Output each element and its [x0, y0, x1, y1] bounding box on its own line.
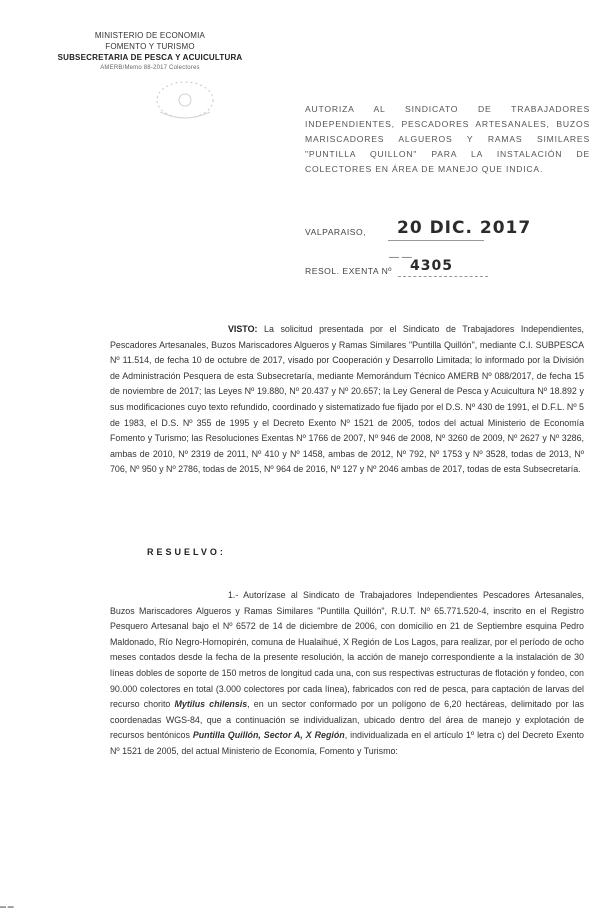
resolution-label: RESOL. EXENTA Nº [305, 266, 392, 276]
ministry-name: MINISTERIO DE ECONOMIA [94, 31, 206, 40]
resolution-number-line [398, 276, 488, 278]
species-name: Mytilus chilensis [174, 699, 248, 710]
resolution-subject: AUTORIZA AL SINDICATO DE TRABAJADORES INDEPENDIENTES, PESCADORES ARTESANALES, BUZOS MARISCADORES ALGUEROS Y RAMAS SIMILARES "PUNTILLA QUILLON" PARA LA INSTALACIÓN DE COLECTORES EN ÁREA DE MANEJO QUE INDICA. [305, 104, 590, 174]
resolution-number: 4305 [410, 258, 453, 274]
visto-label: VISTO: [228, 324, 258, 334]
article-1-text: 1.- Autorízase al Sindicato de Trabajadores Independientes Pescadores Artesanales, Buzos Mariscadores Algueros y Ramas Similares "Puntilla Quillón", R.U.T. Nº 65.771.520-4, inscrito en el Registro Pesquero Artesanal bajo el Nº 6572 de 14 de diciembre de 2006, con domicilio en 21 de Septiembre esquina Pedro Maldonado, Río Negro-Hornopirén, comuna de Hualaihué, X Región de Los Lagos, para realizar, por el período de ocho meses contados desde la fecha de la presente resolución, la acción de manejo correspondiente a la instalación de 30 líneas dobles de soporte de 150 metros de longitud cada una, con sus respectivas estructuras de flotación y fondeo, con 90.000 colectores en total (3.000 colectores por cada línea), fabricados con red de pesca, para captación de larvas del recurso chorito [110, 590, 584, 710]
ministry-subname: FOMENTO Y TURISMO [105, 42, 195, 51]
reference-code: AMERB/Memo 88-2017 Colectores [100, 65, 200, 71]
visto-paragraph [110, 322, 584, 478]
article-1-text-2: , en un sector conformado por un polígono de 6,20 hectáreas, delimitado por las coordenadas WGS-84, que a continuación se individualizan, ubicado dentro del área de manejo y explotación de recursos bentónicos [110, 699, 584, 741]
page-edge-mark: ▬ ▬ [0, 904, 14, 910]
area-name: Puntilla Quillón, Sector A, X Región [192, 730, 345, 741]
resolution-date: 20 DIC. 2017 [397, 218, 532, 238]
subsecretaria-name: SUBSECRETARIA DE PESCA Y ACUICULTURA [57, 53, 243, 62]
date-underline [388, 240, 484, 241]
article-1-paragraph [110, 588, 584, 760]
date-dash: — — [389, 252, 412, 263]
visto-text: La solicitud presentada por el Sindicato de Trabajadores Independientes, Pescadores Artesanales, Buzos Mariscadores Algueros y Ramas Similares "Puntilla Quillón", mediante C.I. SUBPESCA Nº 11.514, de fecha 10 de octubre de 2017, visado por Cooperación y Desarrollo Limitada; lo informado por la División de Administración Pesquera de esta Subsecretaría, mediante Memorándum Técnico AMERB Nº 088/2017, de fecha 15 de noviembre de 2017; las Leyes Nº 19.880, Nº 20.437 y Nº 20.657; la Ley General de Pesca y Acuicultura Nº 18.892 y sus modificaciones cuyo texto refundido, coordinado y sistematizado fue fijado por el D.S. Nº 430 de 1991, el D.F.L. Nº 5 de 1983, el D.S. Nº 355 de 1995 y el Decreto Exento Nº 1521 de 2005, todos del actual Ministerio de Economía Fomento y Turismo; las Resoluciones Exentas Nº 1766 de 2007, Nº 946 de 2008, Nº 3260 de 2009, Nº 2627 y Nº 3286, ambas de 2010, Nº 2319 de 2011, Nº 410 y Nº 1458, ambas de 2012, Nº 792, Nº 1753 y Nº 3528, todas de 2013, Nº 706, Nº 950 y Nº 2786, todas de 2015, Nº 964 de 2016, Nº 127 y Nº 2046 ambas de 2017, todas de esta Subsecretaría. [110, 324, 584, 475]
faded-seal-stamp [140, 72, 230, 128]
article-1-text-3: , individualizada en el artículo 1º letra c) del Decreto Exento Nº 1521 de 2005, del actual Ministerio de Economía, Fomento y Turismo: [110, 730, 584, 756]
letterhead [0, 30, 300, 74]
resuelvo-heading: RESUELVO: [147, 547, 226, 557]
place-label: VALPARAISO, [305, 227, 367, 237]
